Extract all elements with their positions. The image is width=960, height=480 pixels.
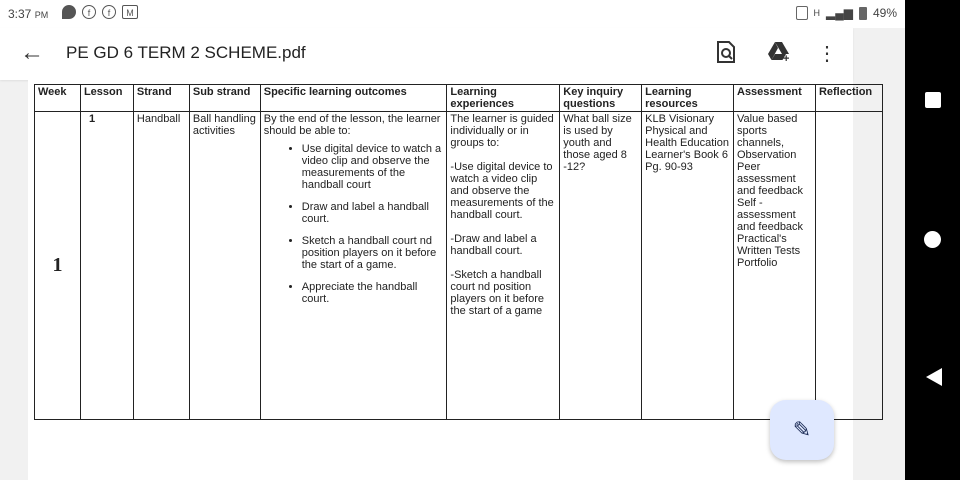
- battery-level: 49%: [872, 6, 897, 20]
- list-item: • Use digital device to watch a video clip and observe the measurements of the handball court: [302, 143, 444, 191]
- back-nav-button[interactable]: [926, 368, 942, 386]
- edit-fab-button[interactable]: [770, 400, 834, 460]
- system-nav-bar: [905, 0, 960, 480]
- list-item: • Sketch a handball court nd position players on it before the start of a game.: [302, 235, 444, 271]
- document-title: PE GD 6 TERM 2 SCHEME.pdf: [66, 43, 306, 62]
- header-outcomes: Specific learning outcomes: [260, 85, 447, 112]
- facebook-icon: f: [82, 5, 96, 19]
- reflection-cell: [815, 112, 882, 420]
- header-week: Week: [35, 85, 81, 112]
- inquiry-cell: What ball size is used by youth and those aged 8 -12?: [560, 112, 642, 420]
- recents-button[interactable]: [925, 92, 941, 108]
- chat-icon: [62, 5, 76, 19]
- header-reflection: Reflection: [815, 85, 882, 112]
- add-to-drive-icon[interactable]: [765, 40, 793, 68]
- strand-cell: Handball: [133, 112, 189, 420]
- list-item: • Draw and label a handball court.: [302, 201, 444, 225]
- header-inquiry: Key inquiry questions: [560, 85, 642, 112]
- header-sub-strand: Sub strand: [189, 85, 260, 112]
- status-bar: [0, 0, 905, 28]
- home-button[interactable]: [924, 231, 941, 248]
- status-right: [796, 6, 898, 20]
- battery-icon: [859, 7, 867, 20]
- outcomes-list: [264, 143, 444, 305]
- more-options-icon[interactable]: ⋮: [817, 43, 837, 65]
- table-row: [35, 112, 883, 420]
- facebook-icon: f: [102, 5, 116, 19]
- experiences-cell: The learner is guided individually or in groups to: -Use digital device to watch a video clip and observe the measurements of the handball court. -Draw and label a handball court. -Sketch a handball court nd position players on it before the start of a game: [447, 112, 560, 420]
- outcomes-cell: [260, 112, 447, 420]
- resources-cell: KLB Visionary Physical and Health Education Learner's Book 6 Pg. 90-93: [642, 112, 734, 420]
- lesson-cell: 1: [80, 112, 133, 420]
- signal-icon: ▂▄▆: [826, 6, 853, 20]
- back-arrow-icon[interactable]: ←: [20, 39, 44, 66]
- header-assessment: Assessment: [734, 85, 816, 112]
- notification-icons: [62, 5, 138, 19]
- header-experiences: Learning experiences: [447, 85, 560, 112]
- header-lesson: Lesson: [80, 85, 133, 112]
- vibrate-icon: [796, 6, 808, 20]
- assessment-cell: Value based sports channels, Observation Peer assessment and feedback Self - assessment and feedback Practical's Written Tests Portfolio: [734, 112, 816, 420]
- sub-strand-cell: Ball handling activities: [189, 112, 260, 420]
- app-bar: [0, 28, 853, 80]
- list-item: • Appreciate the handball court.: [302, 281, 444, 305]
- status-time: 3:37 PM: [8, 7, 49, 21]
- gmail-icon: M: [122, 5, 138, 19]
- signal-type: H: [813, 8, 820, 18]
- header-resources: Learning resources: [642, 85, 734, 112]
- week-cell: 1: [35, 112, 81, 420]
- svg-text:+: +: [783, 53, 790, 62]
- header-strand: Strand: [133, 85, 189, 112]
- edit-pen-icon: ✎: [792, 417, 812, 442]
- scheme-table: [34, 84, 883, 420]
- search-document-icon[interactable]: [712, 40, 740, 68]
- table-header-row: [35, 85, 883, 112]
- outcomes-intro: By the end of the lesson, the learner should be able to:: [263, 113, 441, 137]
